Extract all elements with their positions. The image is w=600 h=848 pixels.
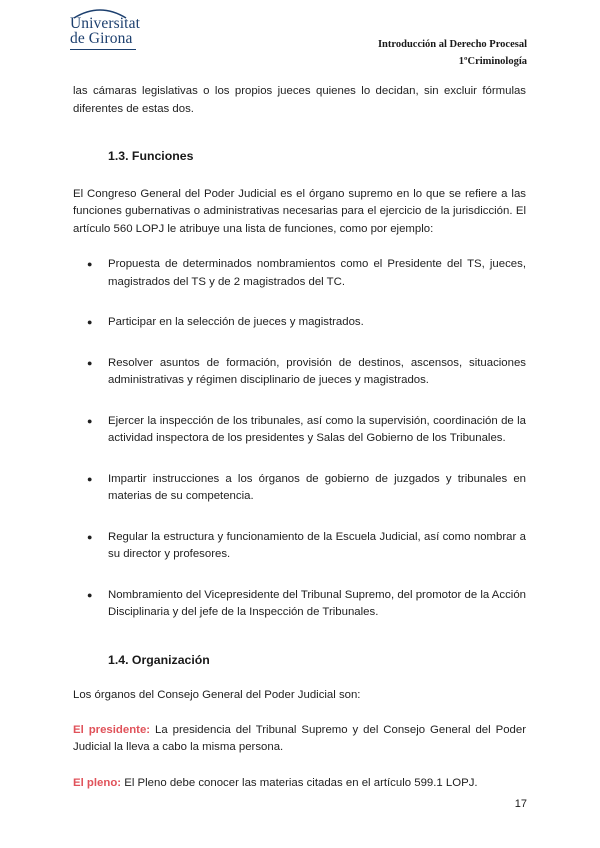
course-title: Introducción al Derecho Procesal bbox=[377, 39, 527, 50]
presidente-label: El presidente: bbox=[73, 723, 151, 736]
list-item: ● Propuesta de determinados nombramientos como el Presidente del TS, jueces, magistrados del TS y de 2 magistrados del TC. bbox=[87, 258, 526, 288]
list-item: ● Regular la estructura y funcionamiento de la Escuela Judicial, así como nombrar a su director y profesores. bbox=[87, 530, 526, 560]
funciones-list bbox=[73, 256, 526, 622]
list-item: ● Resolver asuntos de formación, provisión de destinos, ascensos, situaciones administrativas y régimen disciplinario de jueces y magistrados. bbox=[87, 356, 526, 386]
bullet-icon: ● bbox=[87, 317, 93, 327]
organizacion-paragraph: Los órganos del Consejo General del Poder Judicial son: bbox=[73, 689, 361, 701]
logo-line1: Universitat bbox=[70, 15, 140, 32]
list-item: ● Nombramiento del Vicepresidente del Tribunal Supremo, del promotor de la Acción Disciplinaria y del jefe de la Inspección de Tribunales. bbox=[87, 588, 526, 618]
page-number: 17 bbox=[514, 798, 527, 810]
pleno-paragraph bbox=[73, 775, 526, 793]
pleno-text: El Pleno debe conocer las materias citadas en el artículo 599.1 LOPJ. bbox=[121, 776, 478, 789]
bullet-icon: ● bbox=[87, 531, 93, 542]
presidente-text: La presidencia del Tribunal Supremo y del Consejo General del Poder Judicial la lleva a cabo la misma persona. bbox=[73, 723, 526, 753]
bullet-icon: ● bbox=[87, 259, 93, 269]
list-item: ● Participar en la selección de jueces y magistrados. bbox=[73, 314, 526, 332]
list-item: ● Ejercer la inspección de los tribunales, así como la supervisión, coordinación de la actividad inspectora de los presidentes y Salas del Gobierno de los Tribunales. bbox=[87, 414, 526, 444]
presidente-paragraph bbox=[73, 722, 526, 757]
section-title-funciones: 1.3. Funciones bbox=[108, 149, 194, 163]
logo-line2: de Girona bbox=[70, 30, 133, 47]
course-year: 1ºCriminología bbox=[458, 56, 527, 67]
header-course-info bbox=[378, 36, 527, 70]
university-logo bbox=[70, 16, 160, 50]
section-title-organizacion: 1.4. Organización bbox=[108, 652, 210, 667]
pleno-label: El pleno: bbox=[73, 776, 122, 789]
logo-arc-icon bbox=[70, 6, 130, 20]
logo-underline bbox=[70, 49, 136, 50]
intro-paragraph: las cámaras legislativas o los propios jueces quienes lo decidan, sin excluir fórmulas diferentes de estas dos. bbox=[73, 85, 526, 115]
list-item: ● Impartir instrucciones a los órganos de gobierno de juzgados y tribunales en materias de su competencia. bbox=[87, 472, 526, 502]
bullet-icon: ● bbox=[87, 589, 93, 600]
bullet-icon: ● bbox=[87, 357, 93, 368]
funciones-paragraph: El Congreso General del Poder Judicial es el órgano supremo en lo que se refiere a las funciones gubernativas o administrativas necesarias para el ejercicio de la jurisdicción. El artículo 560 LOPJ le atribuye una lista de funciones, como por ejemplo: bbox=[73, 187, 526, 235]
page-content bbox=[73, 83, 526, 792]
bullet-icon: ● bbox=[87, 473, 93, 484]
bullet-icon: ● bbox=[87, 415, 93, 426]
